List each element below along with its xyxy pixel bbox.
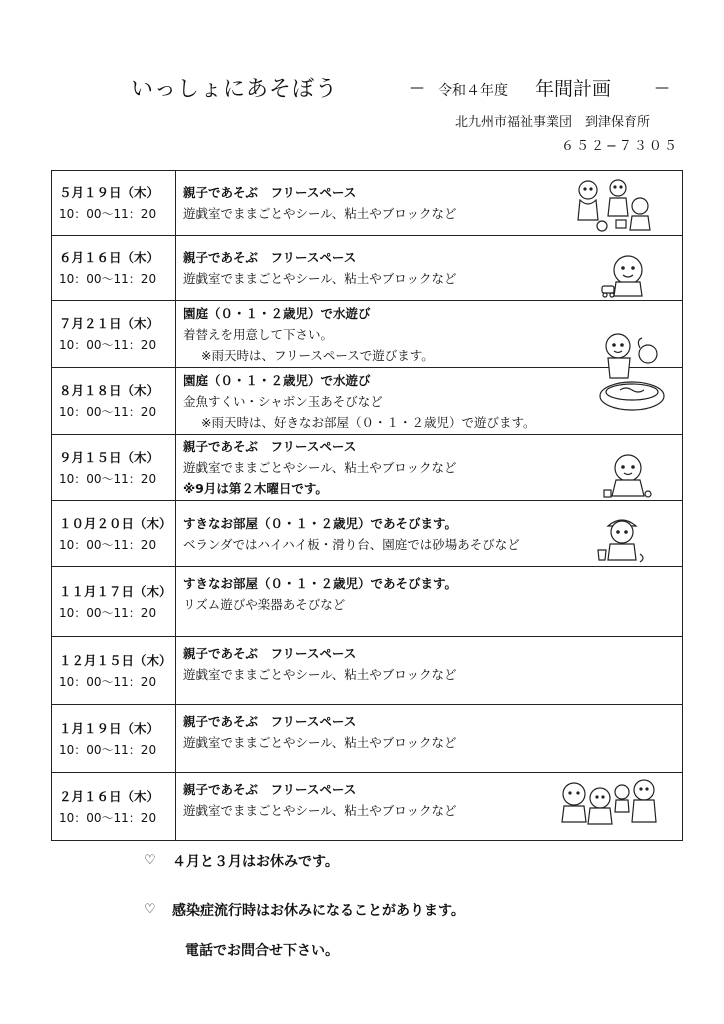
activity-title: すきなお部屋（０・１・２歳児）であそびます。 [183, 515, 458, 531]
schedule-table [51, 170, 683, 841]
activity-detail: 遊戯室でままごとやシール、粘土やブロックなど [183, 667, 457, 682]
schedule-row [52, 705, 683, 773]
rain-note: ※雨天時は、好きなお部屋（０・１・２歳児）で遊びます。 [201, 414, 536, 430]
schedule-row [52, 501, 683, 567]
event-time: 10：00〜11：20 [59, 537, 157, 552]
event-date: １０月２０日（木） [59, 515, 172, 531]
activity-title: 親子であそぶ フリースペース [183, 439, 357, 454]
schedule-row [52, 567, 683, 637]
activity-title: 園庭（０・１・２歳児）で水遊び [183, 305, 371, 321]
activity-detail: 遊戯室でままごとやシール、粘土やブロックなど [183, 206, 457, 221]
closed-months-note: ４月と３月はお休みです。 [172, 854, 339, 870]
event-time: 10：00〜11：20 [59, 742, 157, 757]
event-date: ２月１６日（木） [59, 788, 160, 804]
event-date: １２月１５日（木） [59, 652, 172, 668]
activity-title: 親子であそぶ フリースペース [183, 185, 357, 200]
event-time: 10：00〜11：20 [59, 207, 157, 221]
event-time: 10：00〜11：20 [59, 471, 157, 486]
toddler-sitting-illustration [602, 450, 654, 502]
activity-title: 園庭（０・１・２歳児）で水遊び [183, 372, 371, 388]
event-time: 10：00〜11：20 [59, 605, 157, 620]
children-playing-illustration [572, 176, 654, 234]
contact-note: 電話でお問合せ下さい。 [185, 943, 339, 959]
activity-detail: 遊戯室でままごとやシール、粘土やブロックなど [183, 803, 457, 818]
rain-note: ※雨天時は、フリースペースで遊びます。 [201, 347, 434, 363]
schedule-row [52, 637, 683, 705]
heart-outline-icon: ♡ [144, 902, 156, 917]
event-time: 10：00〜11：20 [59, 272, 157, 286]
activity-title: 親子であそぶ フリースペース [183, 782, 357, 797]
fiscal-year-label: 令和４年度 [438, 83, 508, 99]
event-date: １１月１７日（木） [59, 583, 172, 599]
activity-detail: 遊戯室でままごとやシール、粘土やブロックなど [183, 460, 457, 475]
schedule-row [52, 368, 683, 435]
title-dash-left: — [410, 80, 424, 96]
activity-detail: 遊戯室でままごとやシール、粘土やブロックなど [183, 735, 457, 750]
event-date: ９月１５日（木） [59, 449, 160, 465]
children-group-illustration [556, 776, 660, 830]
activity-detail: 遊戯室でままごとやシール、粘土やブロックなど [183, 271, 457, 286]
infection-note: 感染症流行時はお休みになることがあります。 [172, 903, 465, 919]
event-time: 10：00〜11：20 [59, 405, 157, 419]
activity-detail: ベランダではハイハイ板・滑り台、園庭では砂場あそびなど [183, 536, 520, 552]
activity-detail: リズム遊びや楽器あそびなど [183, 597, 346, 612]
heart-outline-icon: ♡ [144, 853, 156, 868]
activity-title: 親子であそぶ フリースペース [183, 250, 357, 265]
activity-title: 親子であそぶ フリースペース [183, 646, 357, 661]
title-dash-right: — [655, 80, 669, 96]
activity-title: すきなお部屋（０・１・２歳児）であそびます。 [183, 576, 458, 591]
event-date: ５月１９日（木） [59, 185, 160, 200]
schedule-row [52, 301, 683, 368]
event-date: ６月１６日（木） [59, 250, 160, 265]
baby-with-toy-car-illustration [600, 250, 650, 300]
event-time: 10：00〜11：20 [59, 338, 157, 352]
schedule-note: ※9月は第２木曜日です。 [183, 481, 328, 496]
event-time: 10：00〜11：20 [59, 674, 157, 689]
annual-plan-title: 年間計画 [535, 78, 612, 100]
sandbox-child-illustration [596, 512, 650, 568]
activity-title: 親子であそぶ フリースペース [183, 714, 357, 729]
event-date: １月１９日（木） [59, 720, 160, 736]
organization-name: 北九州市福祉事業団 到津保育所 [455, 115, 651, 130]
water-play-children-illustration [596, 326, 668, 416]
event-date: ８月１８日（木） [59, 383, 160, 398]
activity-detail: 着替えを用意して下さい。 [183, 326, 334, 342]
schedule-row [52, 435, 683, 501]
activity-detail: 金魚すくい・シャボン玉あそびなど [183, 393, 383, 409]
page-title: いっしょにあそぼう [131, 77, 339, 102]
phone-number: ６５２−７３０５ [561, 139, 679, 154]
schedule-row [52, 236, 683, 301]
event-date: ７月２１日（木） [59, 316, 160, 331]
event-time: 10：00〜11：20 [59, 810, 157, 825]
